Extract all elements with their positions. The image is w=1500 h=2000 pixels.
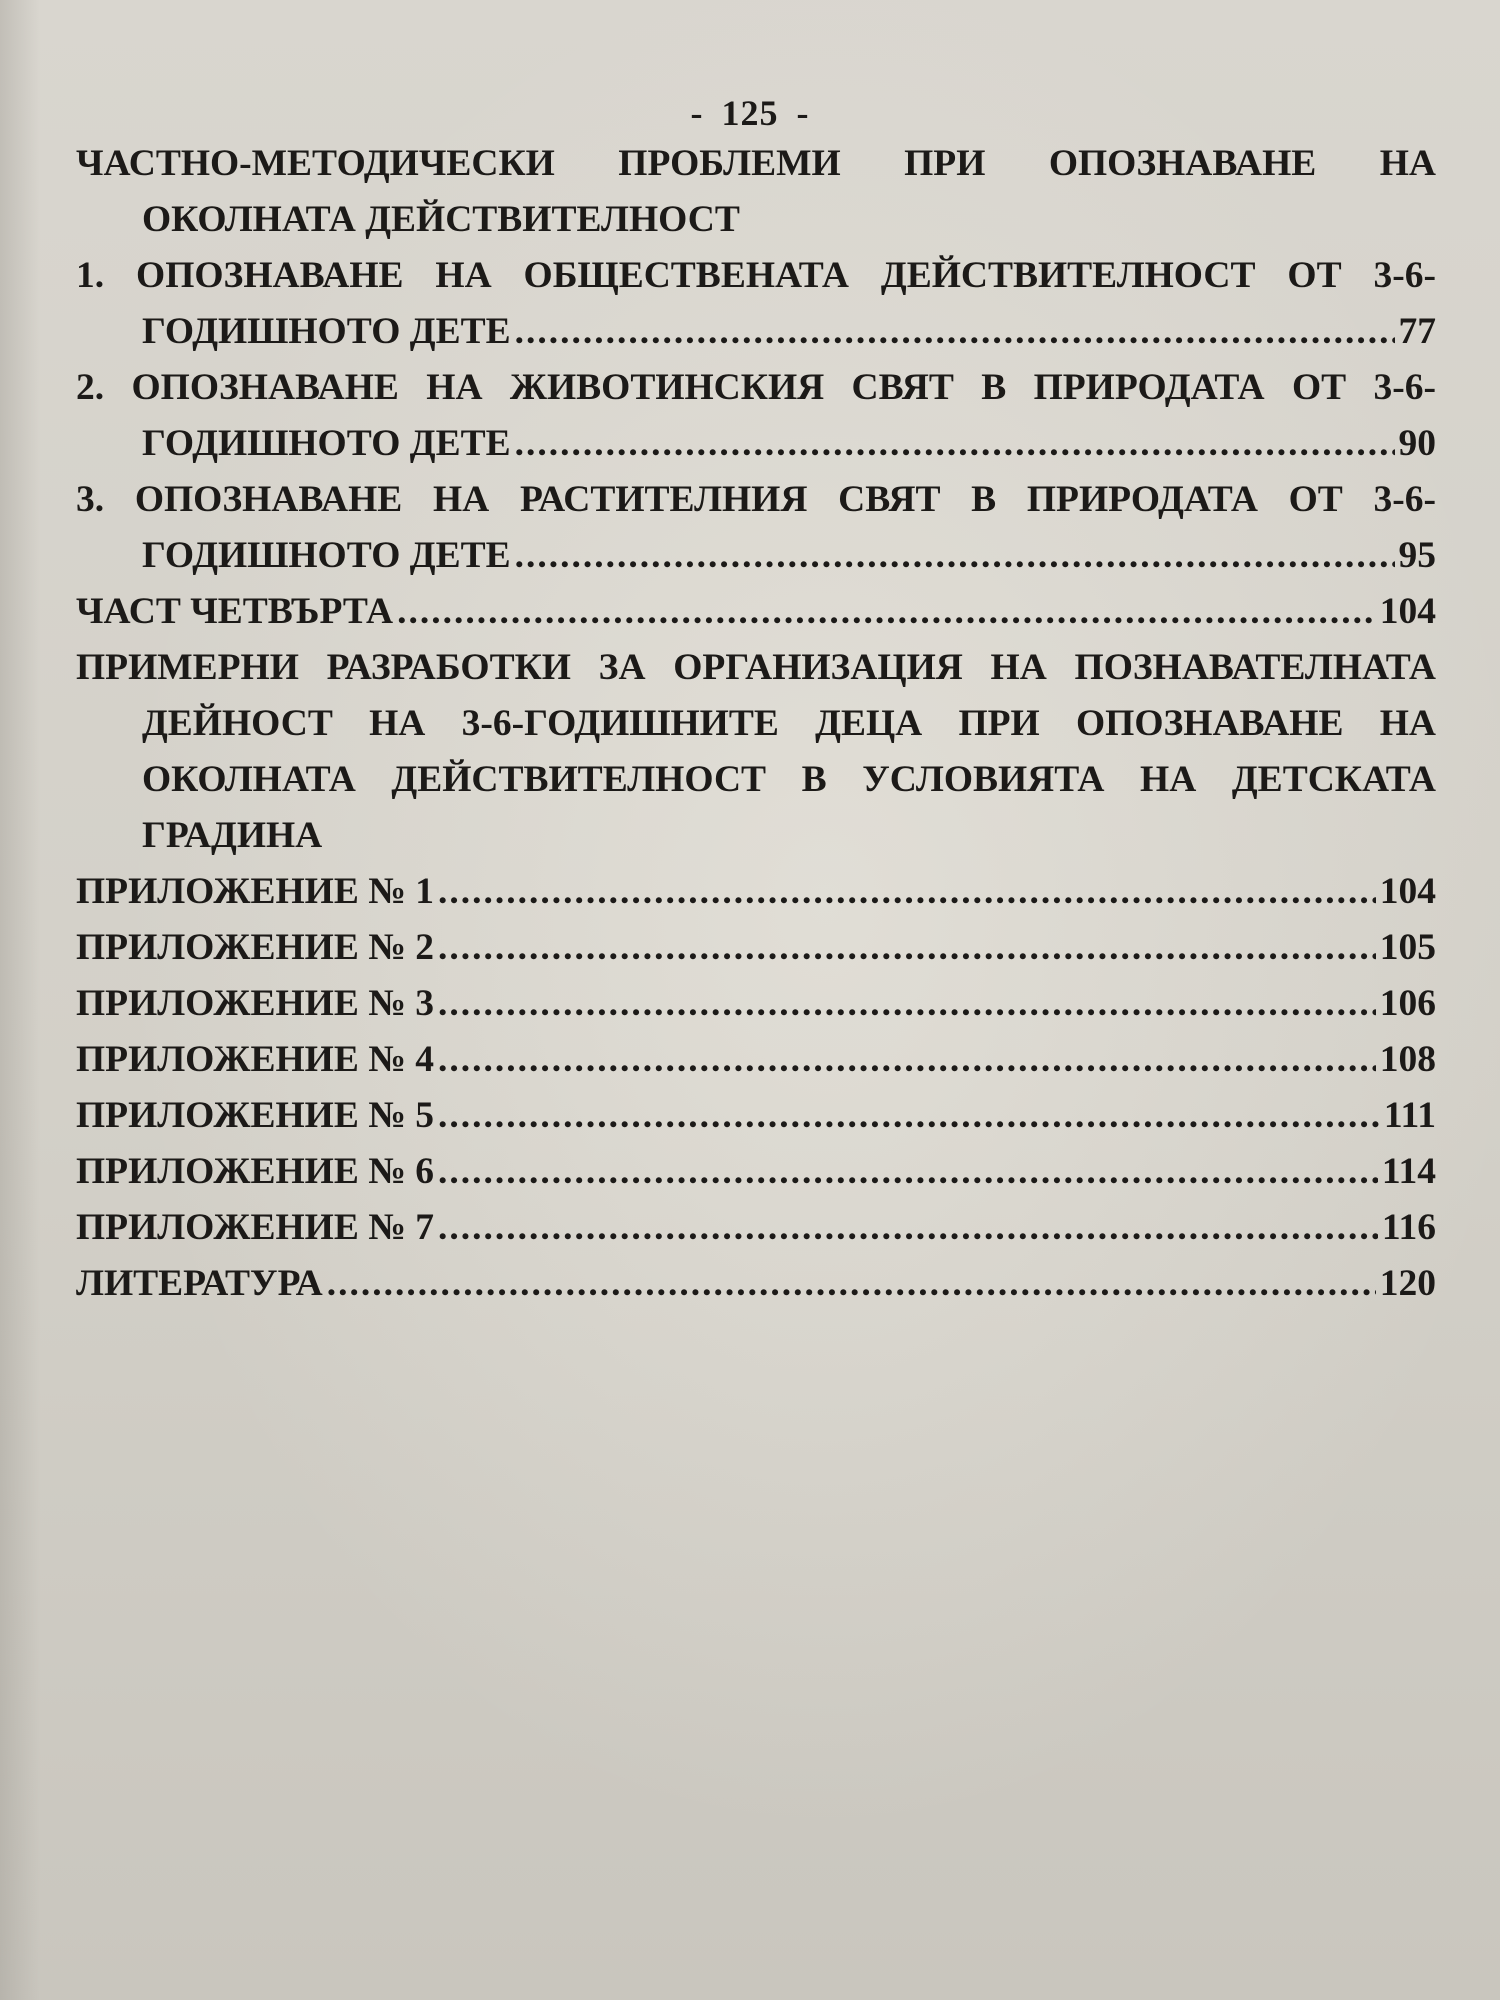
toc-entry-title-line2: ГОДИШНОТО ДЕТЕ bbox=[142, 535, 511, 576]
dot-leader bbox=[515, 416, 1395, 472]
toc-entry-page: 105 bbox=[1379, 927, 1436, 968]
dot-leader bbox=[397, 584, 1376, 640]
toc-entry-appendix bbox=[76, 864, 1436, 920]
toc-entry bbox=[76, 472, 1436, 584]
toc-entry-page: 116 bbox=[1381, 1207, 1436, 1248]
toc-entry-label: ЛИТЕРАТУРА bbox=[76, 1263, 323, 1304]
toc-entry bbox=[76, 248, 1436, 360]
toc-entry-appendix bbox=[76, 976, 1436, 1032]
toc-entry-title-line1: 3. ОПОЗНАВАНЕ НА РАСТИТЕЛНИЯ СВЯТ В ПРИРОДАТА ОТ 3-6- bbox=[76, 479, 1436, 520]
toc-entry-label: ПРИЛОЖЕНИЕ № 5 bbox=[76, 1095, 435, 1136]
dot-leader bbox=[438, 1032, 1376, 1088]
dot-leader bbox=[438, 1200, 1378, 1256]
toc-entry-label: ПРИЛОЖЕНИЕ № 7 bbox=[76, 1207, 435, 1248]
section-heading: ЧАСТНО-МЕТОДИЧЕСКИ ПРОБЛЕМИ ПРИ ОПОЗНАВАНЕ НА ОКОЛНАТА ДЕЙСТВИТЕЛНОСТ bbox=[76, 143, 1436, 240]
toc-entry-title-line1: 1. ОПОЗНАВАНЕ НА ОБЩЕСТВЕНАТА ДЕЙСТВИТЕЛНОСТ ОТ 3-6- bbox=[76, 255, 1436, 296]
toc-entry-appendix bbox=[76, 920, 1436, 976]
toc-entry-label: ПРИЛОЖЕНИЕ № 3 bbox=[76, 983, 435, 1024]
toc-entry-label: ПРИЛОЖЕНИЕ № 6 bbox=[76, 1151, 435, 1192]
dot-leader bbox=[438, 1144, 1378, 1200]
toc-entry-appendix bbox=[76, 1200, 1436, 1256]
toc-entry-label: ПРИЛОЖЕНИЕ № 4 bbox=[76, 1039, 435, 1080]
toc-entry-appendix bbox=[76, 1144, 1436, 1200]
toc-entry-page: 120 bbox=[1379, 1263, 1436, 1304]
toc-entry-title-line2: ГОДИШНОТО ДЕТЕ bbox=[142, 311, 511, 352]
page-number: - 125 - bbox=[690, 93, 810, 133]
toc-entry-page: 104 bbox=[1379, 871, 1436, 912]
toc-entry-page: 108 bbox=[1379, 1039, 1436, 1080]
toc-entry-appendix bbox=[76, 1032, 1436, 1088]
dot-leader bbox=[515, 304, 1395, 360]
toc-entry-page: 114 bbox=[1381, 1151, 1436, 1192]
toc-entry-page: 111 bbox=[1383, 1095, 1436, 1136]
toc-entry-literature bbox=[76, 1256, 1436, 1312]
toc-entry-page: 90 bbox=[1398, 423, 1436, 464]
toc-entry-title-line1: 2. ОПОЗНАВАНЕ НА ЖИВОТИНСКИЯ СВЯТ В ПРИРОДАТА ОТ 3-6- bbox=[76, 367, 1436, 408]
toc-entry-appendix bbox=[76, 1088, 1436, 1144]
toc-entry bbox=[76, 360, 1436, 472]
table-of-contents bbox=[76, 136, 1436, 1312]
toc-entry-label: ЧАСТ ЧЕТВЪРТА bbox=[76, 591, 394, 632]
toc-entry-part-four bbox=[76, 584, 1436, 640]
dot-leader bbox=[438, 920, 1376, 976]
toc-entry-page: 104 bbox=[1379, 591, 1436, 632]
dot-leader bbox=[327, 1256, 1376, 1312]
dot-leader bbox=[438, 1088, 1380, 1144]
dot-leader bbox=[438, 864, 1376, 920]
toc-entry-title-line2: ГОДИШНОТО ДЕТЕ bbox=[142, 423, 511, 464]
page-gutter-shadow bbox=[0, 0, 40, 2000]
dot-leader bbox=[438, 976, 1376, 1032]
toc-entry-page: 106 bbox=[1379, 983, 1436, 1024]
dot-leader bbox=[515, 528, 1395, 584]
toc-entry-label: ПРИЛОЖЕНИЕ № 2 bbox=[76, 927, 435, 968]
toc-entry-page: 77 bbox=[1398, 311, 1436, 352]
toc-entry-label: ПРИЛОЖЕНИЕ № 1 bbox=[76, 871, 435, 912]
toc-entry-page: 95 bbox=[1398, 535, 1436, 576]
part-four-heading: ПРИМЕРНИ РАЗРАБОТКИ ЗА ОРГАНИЗАЦИЯ НА ПОЗНАВАТЕЛНАТА ДЕЙНОСТ НА 3-6-ГОДИШНИТЕ ДЕЦА ПРИ ОПОЗНАВАНЕ НА ОКОЛНАТА ДЕЙСТВИТЕЛНОСТ В УСЛОВИЯТА НА ДЕТСКАТА ГРАДИНА bbox=[76, 647, 1436, 856]
